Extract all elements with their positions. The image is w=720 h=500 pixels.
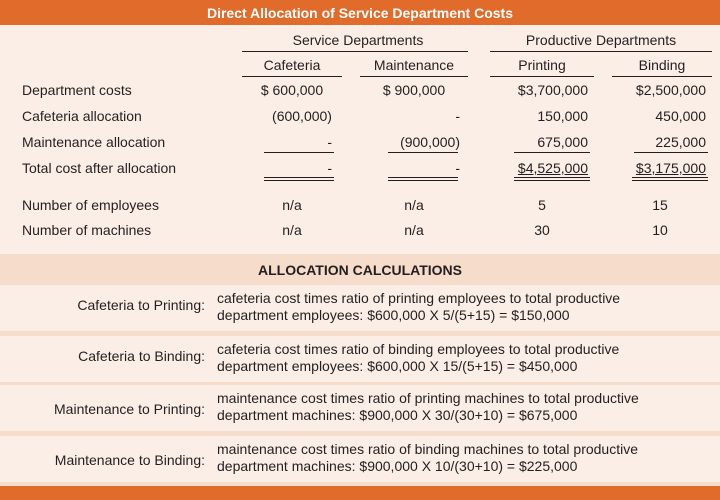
row-label-total-cost: Total cost after allocation — [22, 160, 177, 176]
cell-employees-binding: 15 — [652, 197, 668, 213]
printing-header-rule — [490, 76, 594, 77]
column-header-cafeteria: Cafeteria — [263, 57, 321, 73]
subtotal-rule-printing — [514, 152, 590, 153]
cell-machines-maintenance: n/a — [404, 222, 424, 238]
cell-machines-cafeteria: n/a — [282, 222, 302, 238]
cell-total-cost-maintenance: - — [455, 160, 460, 176]
calculations-title: ALLOCATION CALCULATIONS — [257, 262, 462, 278]
cell-maintenance-allocation-binding: 225,000 — [655, 134, 706, 150]
calc-row-cafeteria-to-printing — [0, 285, 720, 331]
calc-text-line: department employees: $600,000 X 5/(5+15) = $150,000 — [217, 307, 570, 323]
total-double-rule-cafeteria-b — [264, 180, 334, 181]
cell-employees-cafeteria: n/a — [282, 197, 302, 213]
total-double-rule-binding-a — [632, 177, 708, 178]
cafeteria-header-rule — [242, 76, 342, 77]
cell-employees-maintenance: n/a — [404, 197, 424, 213]
service-header-rule — [242, 51, 468, 52]
calc-text-line: maintenance cost times ratio of printing machines to total productive — [217, 390, 639, 406]
cell-cafeteria-allocation-maintenance: - — [455, 108, 460, 124]
calc-text-line: maintenance cost times ratio of binding machines to total productive — [217, 441, 639, 457]
calc-text-line: department employees: $600,000 X 15/(5+15) = $450,000 — [217, 358, 578, 374]
cell-employees-printing: 5 — [538, 197, 546, 213]
total-double-rule-printing-a — [514, 177, 590, 178]
calc-label: Cafeteria to Printing: — [77, 297, 205, 313]
productive-departments-header: Productive Departments — [525, 32, 677, 48]
calc-text — [217, 441, 712, 475]
calc-text-line: department machines: $900,000 X 10/(30+10) = $225,000 — [217, 458, 578, 474]
cell-maintenance-allocation-printing: 675,000 — [537, 134, 588, 150]
column-header-printing: Printing — [518, 57, 566, 73]
calc-text-line: department machines: $900,000 X 30/(30+10) = $675,000 — [217, 407, 578, 423]
calc-row-cafeteria-to-binding — [0, 336, 720, 382]
cell-machines-printing: 30 — [534, 222, 550, 238]
row-label-number-of-machines: Number of machines — [22, 222, 152, 238]
cell-machines-binding: 10 — [652, 222, 668, 238]
total-double-rule-maintenance-a — [388, 177, 458, 178]
calc-text — [217, 290, 712, 324]
cell-total-cost-cafeteria: - — [327, 160, 332, 176]
total-double-rule-binding-b — [632, 180, 708, 181]
column-header-maintenance: Maintenance — [373, 57, 455, 73]
cell-cafeteria-allocation-printing: 150,000 — [537, 108, 588, 124]
bottom-bar — [0, 486, 720, 500]
calc-row-maintenance-to-binding — [0, 436, 720, 482]
cell-department-costs-maintenance: $ 900,000 — [382, 82, 446, 98]
calc-text-line: cafeteria cost times ratio of printing employees to total productive — [217, 290, 621, 306]
row-label-cafeteria-allocation: Cafeteria allocation — [22, 108, 142, 124]
calc-label: Maintenance to Binding: — [54, 452, 205, 468]
service-departments-header: Service Departments — [292, 32, 424, 48]
row-label-maintenance-allocation: Maintenance allocation — [22, 134, 166, 150]
row-label-number-of-employees: Number of employees — [22, 197, 159, 213]
cell-total-cost-binding: $3,175,000 — [635, 160, 706, 176]
row-label-department-costs: Department costs — [22, 82, 132, 98]
cell-maintenance-allocation-cafeteria: - — [327, 134, 332, 150]
cell-cafeteria-allocation-binding: 450,000 — [655, 108, 706, 124]
total-double-rule-cafeteria-a — [264, 177, 334, 178]
calc-label: Maintenance to Printing: — [54, 401, 205, 417]
maintenance-header-rule — [360, 76, 468, 77]
binding-header-rule — [612, 76, 712, 77]
calc-text — [217, 341, 712, 375]
subtotal-rule-cafeteria — [264, 152, 334, 153]
cell-department-costs-printing: $3,700,000 — [517, 82, 588, 98]
table-title: Direct Allocation of Service Department Costs — [0, 0, 720, 25]
subtotal-rule-maintenance — [388, 152, 458, 153]
cell-department-costs-cafeteria: $ 600,000 — [260, 82, 324, 98]
cell-cafeteria-allocation-cafeteria: (600,000) — [272, 108, 332, 124]
column-header-binding: Binding — [638, 57, 686, 73]
calc-row-maintenance-to-printing — [0, 385, 720, 431]
cell-department-costs-binding: $2,500,000 — [635, 82, 706, 98]
total-double-rule-maintenance-b — [388, 180, 458, 181]
total-double-rule-printing-b — [514, 180, 590, 181]
calc-text-line: cafeteria cost times ratio of binding employees to total productive — [217, 341, 620, 357]
subtotal-rule-binding — [634, 152, 708, 153]
productive-header-rule — [490, 51, 712, 52]
calc-text — [217, 390, 712, 424]
calc-label: Cafeteria to Binding: — [78, 348, 205, 364]
cell-maintenance-allocation-maintenance: (900,000) — [400, 134, 460, 150]
cell-total-cost-printing: $4,525,000 — [517, 160, 588, 176]
